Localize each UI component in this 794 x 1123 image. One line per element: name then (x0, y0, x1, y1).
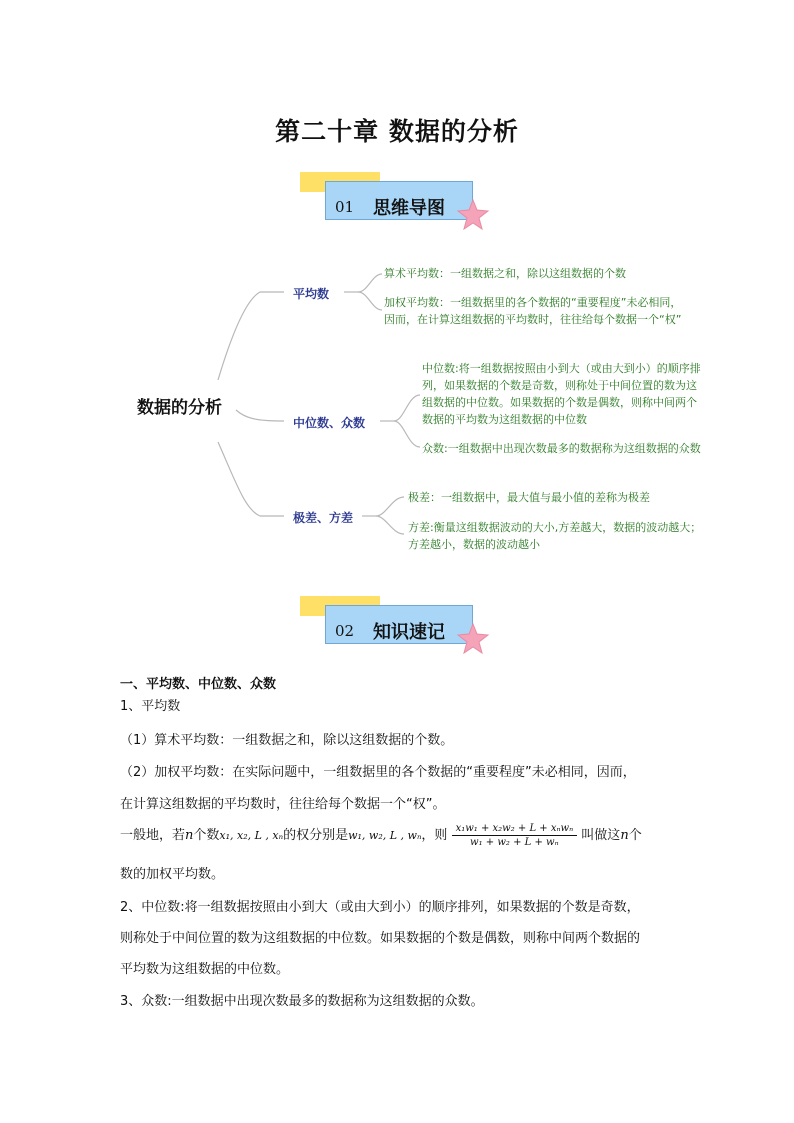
formula-var: n (620, 828, 629, 843)
fraction-numerator: x₁w₁ + x₂w₂ + L + xₙwₙ (452, 822, 578, 836)
notes-item2-line1: 2、中位数:将一组数据按照由小到大（或由大到小）的顺序排列，如果数据的个数是奇数， (120, 900, 640, 915)
notes-item2-line3: 平均数为这组数据的中位数。 (120, 962, 290, 977)
mindmap-leaf: 中位数:将一组数据按照由小到大（或由大到小）的顺序排 (422, 362, 701, 375)
notes-item1-b-line2: 在计算这组数据的平均数时，往往给每个数据一个“权”。 (120, 797, 446, 812)
mindmap-leaf: 方差越小，数据的波动越小 (408, 538, 540, 551)
notes-item1-title: 1、平均数 (120, 699, 181, 714)
notes-item3: 3、众数:一组数据中出现次数最多的数据称为这组数据的众数。 (120, 994, 484, 1009)
formula-line2: 数的加权平均数。 (120, 867, 225, 882)
formula-text: 个数 (193, 828, 220, 843)
mindmap-leaf: 列，如果数据的个数是奇数，则称处于中间位置的数为这 (422, 379, 697, 392)
notes-item1-a: （1）算术平均数：一组数据之和，除以这组数据的个数。 (120, 733, 454, 748)
mindmap-leaf: 因而，在计算这组数据的平均数时，往往给每个数据一个“权” (384, 313, 682, 326)
formula-var: n (185, 828, 194, 843)
section-header-notes (300, 596, 500, 656)
page-title: 第二十章 数据的分析 (275, 117, 519, 146)
mindmap-leaf: 数据的平均数为这组数据的中位数 (422, 413, 587, 426)
formula-var: w₁, w₂, L , wₙ (348, 829, 422, 842)
formula-var: x₁, x₂, L , xₙ (219, 829, 284, 842)
section-title: 思维导图 (373, 198, 445, 219)
mindmap-leaf: 众数:一组数据中出现次数最多的数据称为这组数据的众数 (422, 442, 701, 455)
weighted-mean-formula (120, 822, 642, 849)
notes-item2-line2: 则称处于中间位置的数为这组数据的中位数。如果数据的个数是偶数，则称中间两个数据的 (120, 931, 641, 946)
notes-heading: 一、平均数、中位数、众数 (120, 677, 277, 692)
notes-item1-b-line1: （2）加权平均数：在实际问题中，一组数据里的各个数据的“重要程度”未必相同，因而， (120, 765, 636, 780)
formula-text: 一般地，若 (120, 828, 186, 843)
section-number: 01 (335, 198, 355, 216)
formula-text: 叫做这 (581, 828, 621, 843)
formula-text: 的权分别是 (283, 828, 349, 843)
section-title: 知识速记 (373, 622, 445, 643)
mindmap-branch-range-variance: 极差、方差 (293, 511, 354, 525)
mindmap-branch-median-mode: 中位数、众数 (293, 416, 366, 430)
mindmap-leaf: 加权平均数：一组数据里的各个数据的“重要程度”未必相同， (384, 296, 682, 309)
formula-text: 个 (628, 828, 642, 843)
mindmap-leaf: 组数据的中位数。如果数据的个数是偶数，则称中间两个 (422, 396, 697, 409)
formula-text: ，则 (421, 828, 448, 843)
fraction-denominator: w₁ + w₂ + L + wₙ (470, 837, 559, 848)
section-number: 02 (335, 622, 355, 640)
star-icon (456, 622, 490, 656)
mindmap-branch-mean: 平均数 (293, 287, 330, 301)
mindmap-leaf: 极差：一组数据中，最大值与最小值的差称为极差 (408, 491, 650, 504)
mindmap-root: 数据的分析 (137, 398, 222, 418)
weighted-mean-fraction (452, 822, 578, 849)
mindmap-leaf: 算术平均数：一组数据之和，除以这组数据的个数 (384, 267, 626, 280)
mindmap-leaf: 方差:衡量这组数据波动的大小,方差越大，数据的波动越大； (408, 521, 702, 534)
